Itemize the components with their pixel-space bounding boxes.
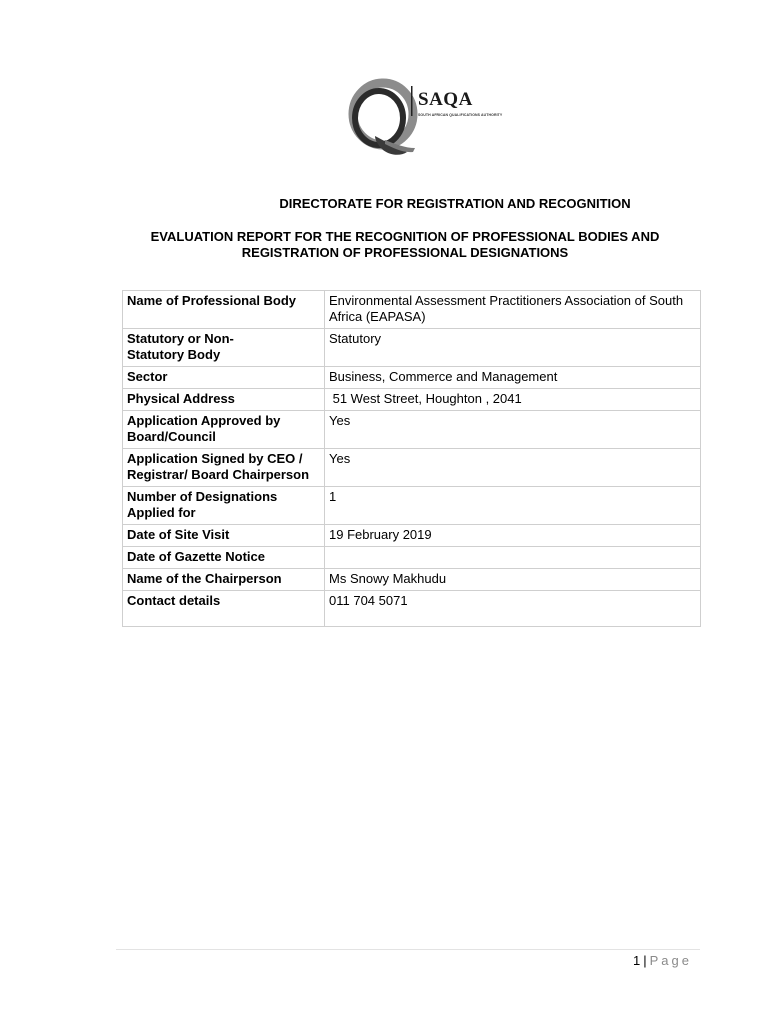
saqa-q-emblem-icon xyxy=(345,78,420,160)
row-value: Statutory xyxy=(325,329,701,367)
row-label xyxy=(123,411,325,449)
row-label-text: Number of Designations Applied for xyxy=(127,489,278,520)
row-value: 19 February 2019 xyxy=(325,525,701,547)
row-label xyxy=(123,487,325,525)
row-label: Date of Gazette Notice xyxy=(123,547,325,569)
row-label: Physical Address xyxy=(123,389,325,411)
footer-divider xyxy=(116,949,700,950)
row-label: Name of Professional Body xyxy=(123,291,325,329)
row-label: Name of the Chairperson xyxy=(123,569,325,591)
directorate-heading xyxy=(0,196,770,211)
page-word: Page xyxy=(649,953,692,968)
table-row xyxy=(123,525,701,547)
row-value: Business, Commerce and Management xyxy=(325,367,701,389)
table-row xyxy=(123,367,701,389)
row-label: Sector xyxy=(123,367,325,389)
page-footer xyxy=(633,953,692,968)
table-row xyxy=(123,389,701,411)
report-title-line-2: REGISTRATION OF PROFESSIONAL DESIGNATIONS xyxy=(241,245,569,260)
row-value: Ms Snowy Makhudu xyxy=(325,569,701,591)
table-row xyxy=(123,487,701,525)
directorate-heading-text: DIRECTORATE FOR REGISTRATION AND RECOGNITION xyxy=(279,196,631,211)
page-number: 1 xyxy=(633,953,641,968)
row-label-text: Statutory or Non-Statutory Body xyxy=(127,331,234,362)
report-title-line-1: EVALUATION REPORT FOR THE RECOGNITION OF PROFESSIONAL BODIES AND xyxy=(150,229,660,244)
row-value: Environmental Assessment Practitioners Association of South Africa (EAPASA) xyxy=(325,291,701,329)
logo-tagline: SOUTH AFRICAN QUALIFICATIONS AUTHORITY xyxy=(418,113,503,117)
table-row xyxy=(123,591,701,627)
row-label: Date of Site Visit xyxy=(123,525,325,547)
report-title xyxy=(110,229,700,261)
row-label-text: Application Approved by Board/Council xyxy=(127,413,281,444)
row-value: 51 West Street, Houghton , 2041 xyxy=(325,389,701,411)
table-row xyxy=(123,329,701,367)
row-value: 1 xyxy=(325,487,701,525)
row-label: Contact details xyxy=(123,591,325,627)
row-label xyxy=(123,449,325,487)
table-row xyxy=(123,547,701,569)
row-value: 011 704 5071 xyxy=(325,591,701,627)
footer-separator: | xyxy=(643,953,647,968)
row-label xyxy=(123,329,325,367)
table-row xyxy=(123,291,701,329)
professional-body-details-table xyxy=(122,290,701,627)
table-row xyxy=(123,411,701,449)
saqa-logo xyxy=(345,78,503,160)
row-value xyxy=(325,547,701,569)
logo-wordmark: SAQA xyxy=(418,89,473,110)
table-row xyxy=(123,449,701,487)
table-row xyxy=(123,569,701,591)
row-value: Yes xyxy=(325,449,701,487)
row-label-text: Application Signed by CEO / Registrar/ Board Chairperson xyxy=(127,451,310,482)
row-value: Yes xyxy=(325,411,701,449)
